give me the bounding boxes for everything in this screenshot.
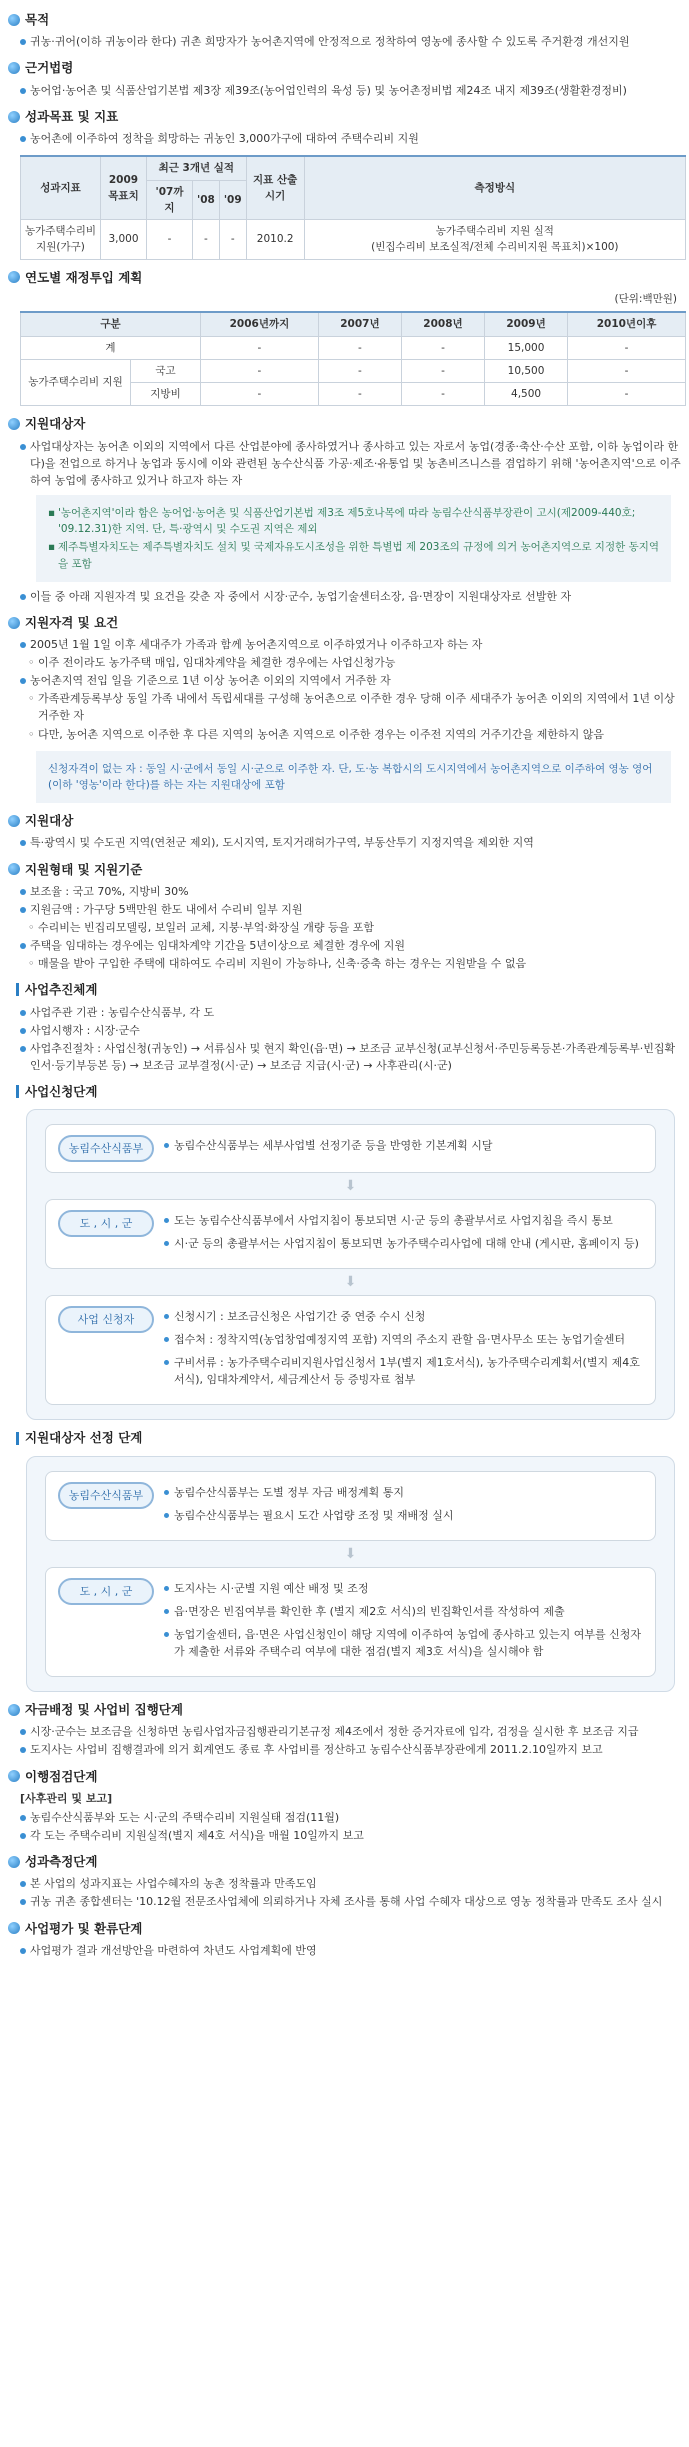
table-header: 2007년 [318,312,401,336]
table-row [21,336,686,359]
performance-section [8,107,681,260]
basis-section [8,58,681,98]
arrow-down-icon: ⬇ [344,1178,357,1195]
flow-item: 농림수산식품부는 필요시 도간 사업량 조정 및 재배정 실시 [164,1507,643,1524]
section-title: 근거법령 [25,60,74,76]
section-title: 성과측정단계 [25,1854,98,1870]
table-cell: - [201,336,319,359]
flow-step [45,1295,656,1405]
system-section [8,980,681,1074]
table-cell: 10,500 [485,359,568,382]
support-form-section [8,860,681,973]
table-cell: - [401,383,484,406]
subsection-bar [16,1085,19,1098]
table-header: '07까지 [147,180,193,220]
arrow-down-icon: ⬇ [344,1545,357,1562]
execution-section [8,1700,681,1758]
section-bullet-icon [8,111,20,123]
measure-line-2: (빈집수리비 보조실적/전체 수리비지원 목표치)×100) [371,241,619,254]
flow-item: 구비서류 : 농가주택수리비지원사업신청서 1부(별지 제1호서식), 농가주택수리계획서(별지 제4호서식), 임대차계약서, 세금계산서 등 증빙자료 첨부 [164,1354,643,1388]
table-cell: 3,000 [101,220,147,260]
section-title: 목적 [25,12,50,27]
section-title: 성과목표 및 지표 [25,108,119,124]
section-bullet-icon [8,14,20,26]
list-item: 특·광역시 및 수도권 지역(연천군 제외), 도시지역, 토지거래허가구역, 부동산투기 지정지역을 제외한 지역 [8,834,681,851]
table-cell: - [568,383,686,406]
table-header: 2010년이후 [568,312,686,336]
table-header: 측정방식 [304,156,685,219]
table-header: '08 [193,180,220,220]
list-item: 시장·군수는 보조금을 신청하면 농림사업자금집행관리기본규정 제4조에서 정한 증거자료에 입각, 검정을 실시한 후 보조금 지급 [8,1723,681,1740]
note-box [36,495,671,582]
table-cell: 계 [21,336,201,359]
flow-diagram [26,1109,675,1420]
note-item: ▪ 제주특별자치도는 제주특별자치도 설치 및 국제자유도시조성을 위한 특별법 제 203조의 규정에 의거 농어촌지역으로 지정한 동지역을 포함 [48,539,659,572]
table-cell: - [318,383,401,406]
flow-item: 도지사는 시·군별 지원 예산 배정 및 조정 [164,1580,643,1597]
table-row [21,220,686,260]
list-item: 농어촌에 이주하여 정착을 희망하는 귀농인 3,000가구에 대하여 주택수리비 지원 [8,130,681,147]
section-title: 지원대상자 [25,416,86,432]
section-bullet-icon [8,418,20,430]
flow-item: 농림수산식품부는 세부사업별 선정기준 등을 반영한 기본계획 시달 [164,1137,643,1154]
table-cell: - [147,220,193,260]
select-flow-section [8,1428,681,1692]
flow-step-label: 사업 신청자 [58,1306,154,1333]
section-title: 자금배정 및 사업비 집행단계 [25,1702,183,1718]
table-cell: - [193,220,220,260]
table-cell: 2010.2 [246,220,304,260]
table-cell: - [201,359,319,382]
flow-item: 농림수산식품부는 도별 정부 자금 배정계획 통지 [164,1484,643,1501]
flow-item: 도는 농림수산식품부에서 사업지침이 통보되면 시·군 등의 총괄부서로 사업지침을 즉시 통보 [164,1212,643,1229]
table-cell: 15,000 [485,336,568,359]
section-title: 이행점검단계 [25,1768,98,1784]
table-cell: - [318,336,401,359]
note-item: ▪ '농어촌지역'이라 함은 농어업·농어촌 및 식품산업기본법 제3조 제5호나목에 따라 농림수산식품부장관이 고시(제2009-440호; '09.12.31)한 지역. 단, 특·광역시 및 수도권 지역은 제외 [48,505,659,538]
list-item: 귀농·귀어(이하 귀농이라 한다) 귀촌 희망자가 농어촌지역에 안정적으로 정착하여 영농에 종사할 수 있도록 주거환경 개선지원 [8,33,681,50]
section-title: 연도별 재정투입 계획 [25,269,143,285]
flow-diagram [26,1456,675,1692]
list-item: 2005년 1월 1일 이후 세대주가 가족과 함께 농어촌지역으로 이주하였거나 이주하고자 하는 자 [8,636,681,653]
table-header: '09 [219,180,246,220]
followup-section [8,1767,681,1845]
section-bullet-icon [8,62,20,74]
flow-item: 신청시기 : 보조금신청은 사업기간 중 연중 수시 신청 [164,1308,643,1325]
table-cell: - [219,220,246,260]
section-bullet-icon [8,815,20,827]
subheading: [사후관리 및 보고] [20,1791,113,1805]
table-header: 2008년 [401,312,484,336]
arrow-down-icon: ⬇ [344,1274,357,1291]
list-item: 사업평가 결과 개선방안을 마련하여 차년도 사업계획에 반영 [8,1942,681,1959]
flow-item: 읍·면장은 빈집여부를 확인한 후 (별지 제2호 서식)의 빈집확인서를 작성하여 제출 [164,1603,643,1620]
section-title: 지원자격 및 요건 [25,614,119,630]
flow-item: 농업기술센터, 읍·면은 사업신청인이 해당 지역에 이주하여 농업에 종사하고 있는지 여부를 신청자가 제출한 서류와 주택수리 여부에 대한 점검(별지 제3호 서식)을 실시해야 함 [164,1626,643,1660]
sub-list-item: ◦ 다만, 농어촌 지역으로 이주한 후 다른 지역의 농어촌 지역으로 이주한 경우는 이주전 지역의 거주기간을 제한하지 않음 [8,726,681,743]
table-cell: 농가주택수리비 지원(가구) [21,220,101,260]
table-header: 2006년까지 [201,312,319,336]
flow-step [45,1567,656,1677]
table-cell: 지방비 [131,383,201,406]
purpose-section [8,10,681,50]
table-cell: 4,500 [485,383,568,406]
section-title: 사업추진체계 [25,982,98,998]
table-header: 지표 산출시기 [246,156,304,219]
list-item: 사업시행자 : 시장·군수 [8,1022,681,1039]
table-header: 2009 목표치 [101,156,147,219]
flow-step-label: 농림수산식품부 [58,1135,154,1162]
flow-item: 접수처 : 정착지역(농업창업예정지역 포함) 지역의 주소지 관할 읍·면사무소 또는 농업기술센터 [164,1331,643,1348]
budget-table [20,311,686,406]
list-item: 이들 중 아래 지원자격 및 요건을 갖춘 자 중에서 시장·군수, 농업기술센터소장, 읍·면장이 지원대상자로 선발한 자 [8,588,681,605]
section-bullet-icon [8,863,20,875]
table-row [21,359,686,382]
section-title: 지원형태 및 지원기준 [25,861,143,877]
measure-section [8,1852,681,1910]
list-item: 귀농 귀촌 종합센터는 '10.12월 전문조사업체에 의뢰하거나 자체 조사를 통해 사업 수혜자 대상으로 영농 정착률과 만족도 조사 실시 [8,1893,681,1910]
apply-flow-section [8,1082,681,1421]
table-header: 성과지표 [21,156,101,219]
subsection-bar [16,983,19,996]
section-bullet-icon [8,1856,20,1868]
measure-line-1: 농가주택수리비 지원 실적 [435,225,554,238]
table-cell: - [568,359,686,382]
flow-step-label: 농림수산식품부 [58,1482,154,1509]
list-item: 본 사업의 성과지표는 사업수혜자의 농촌 정착률과 만족도임 [8,1875,681,1892]
table-cell: 농가주택수리비 지원 [21,359,131,406]
list-item: 사업대상자는 농어촌 이외의 지역에서 다른 산업분야에 종사하였거나 종사하고 있는 자로서 농업(경종·축산·수산 포함, 이하 농업이라 한다)을 전업으로 하거나 농업과 동시에 이와 관련된 농수산식품 가공·제조·유통업 및 농촌비즈니스를 겸업하기 위해 '농어촌지역'으로 이주하여 농업에 종사하고 있거나 하고자 하는 자 [8,438,681,489]
budget-section [8,268,681,407]
flow-item: 시·군 등의 총괄부서는 사업지침이 통보되면 농가주택수리사업에 대해 안내 (게시판, 홈페이지 등) [164,1235,643,1252]
flow-step [45,1471,656,1541]
target-person-section [8,414,681,605]
section-title: 사업평가 및 환류단계 [25,1920,143,1936]
list-item: 농림수산식품부와 도는 시·군의 주택수리비 지원실태 점검(11월) [8,1809,681,1826]
table-cell [304,220,685,260]
qualification-section [8,613,681,803]
list-item: 도지사는 사업비 집행결과에 의거 회계연도 종료 후 사업비를 정산하고 농림수산식품부장관에게 2011.2.10일까지 보고 [8,1741,681,1758]
unit-label: (단위:백만원) [614,292,677,305]
note-box: 신청자격이 없는 자 : 동일 시·군에서 동일 시·군으로 이주한 자. 단, 도·농 복합시의 도시지역에서 농어촌지역으로 이주하여 영농 영어(이하 '영농'이라 한다)를 하는 자는 지원대상에 포함 [36,751,671,804]
flow-step [45,1199,656,1269]
sub-list-item: ◦ 수리비는 빈집리모델링, 보일러 교체, 지붕·부엌·화장실 개량 등을 포함 [8,919,681,936]
section-bullet-icon [8,1922,20,1934]
section-bullet-icon [8,1704,20,1716]
list-item: 농어촌지역 전입 일을 기준으로 1년 이상 농어촌 이외의 지역에서 거주한 자 [8,672,681,689]
sub-list-item: ◦ 가족관계등록부상 동일 가족 내에서 독립세대를 구성해 농어촌으로 이주한 경우 당해 이주 세대주가 농어촌 이외의 지역에서 1년 이상 거주한 자 [8,690,681,724]
list-item: 각 도는 주택수리비 지원실적(별지 제4호 서식)을 매월 10일까지 보고 [8,1827,681,1844]
sub-list-item: ◦ 이주 전이라도 농가주택 매입, 임대차계약을 체결한 경우에는 사업신청가능 [8,654,681,671]
section-bullet-icon [8,271,20,283]
section-title: 지원대상자 선정 단계 [25,1430,143,1446]
section-bullet-icon [8,1770,20,1782]
list-item: 보조율 : 국고 70%, 지방비 30% [8,883,681,900]
table-header: 구분 [21,312,201,336]
list-item: 주택을 임대하는 경우에는 임대차계약 기간을 5년이상으로 체결한 경우에 지원 [8,937,681,954]
target-area-section [8,811,681,851]
list-item: 지원금액 : 가구당 5백만원 한도 내에서 수리비 일부 지원 [8,901,681,918]
sub-list-item: ◦ 매물을 받아 구입한 주택에 대하여도 수리비 지원이 가능하나, 신축·증축 하는 경우는 지원받을 수 없음 [8,955,681,972]
section-title: 사업신청단계 [25,1083,98,1099]
evaluation-section [8,1919,681,1959]
table-cell: - [201,383,319,406]
table-cell: - [568,336,686,359]
list-item: 농어업·농어촌 및 식품산업기본법 제3장 제39조(농어업인력의 육성 등) 및 농어촌정비법 제24조 내지 제39조(생활환경정비) [8,82,681,99]
table-cell: - [401,336,484,359]
performance-table [20,155,686,259]
table-header: 최근 3개년 실적 [147,156,247,180]
subsection-bar [16,1432,19,1445]
list-item: 사업추진절차 : 사업신청(귀농인) → 서류심사 및 현지 확인(읍·면) → 보조금 교부신청(교부신청서·주민등록등본·가족관계등록부·빈집확인서·등기부등본 등) → 보조금 교부결정(시·군) → 보조금 지급(시·군) → 사후관리(시·군) [8,1040,681,1074]
table-cell: - [401,359,484,382]
table-header: 2009년 [485,312,568,336]
flow-step-label: 도 , 시 , 군 [58,1210,154,1237]
flow-step-label: 도 , 시 , 군 [58,1578,154,1605]
section-bullet-icon [8,617,20,629]
list-item: 사업주관 기관 : 농림수산식품부, 각 도 [8,1004,681,1021]
section-title: 지원대상 [25,813,74,829]
flow-step [45,1124,656,1173]
table-cell: - [318,359,401,382]
table-cell: 국고 [131,359,201,382]
